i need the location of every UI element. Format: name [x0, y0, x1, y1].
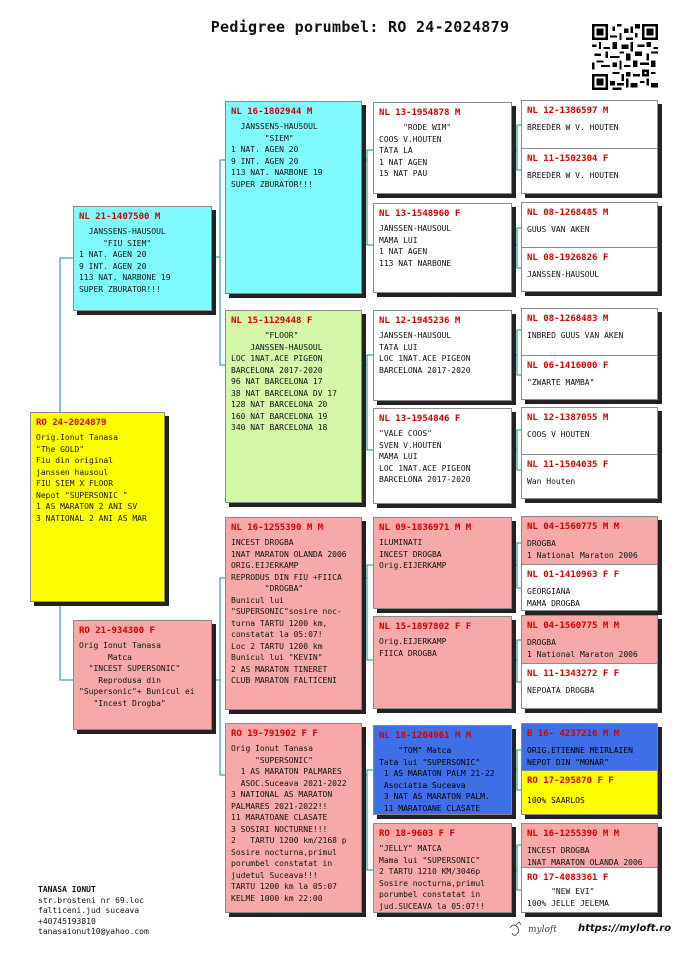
- owner-address-line-1: str.brosteni nr 69.loc: [38, 895, 144, 905]
- grandparent-ring-number: NL 15-1129448 F: [231, 316, 313, 326]
- grandparent-card[interactable]: [225, 723, 362, 913]
- dam-ring-number: RO 21-934300 F: [79, 626, 155, 636]
- sire-description: JANSSENS-HAUSOUL "FIU SIEM" 1 NAT. AGEN 20 9 INT. AGEN 20 113 NAT. NARBONE 19 SUPER ZBURATOR!!!: [79, 227, 171, 294]
- ancestor-ring-number: B 16- 4237216 M M: [527, 729, 620, 739]
- great-grandparent-card[interactable]: [373, 408, 512, 504]
- ancestor-ring-number: NL 01-1410963 F F: [527, 570, 620, 580]
- myloft-logo-icon: [508, 920, 568, 938]
- ancestor-entry[interactable]: [522, 356, 657, 400]
- page-title: Pedigree porumbel: RO 24-2024879: [210, 18, 510, 36]
- great-grandparent-description: JANSSEN-HAUSOUL MAMA LUI 1 NAT AGEN 113 NAT NARBONE: [379, 224, 452, 268]
- great-grandparent-description: ILUMINATI INCEST DROGBA Orig.EIJERKAMP: [379, 538, 447, 570]
- ancestor-entry[interactable]: [522, 771, 657, 815]
- great-grandparent-description: "TOM" Matca Tata lui "SUPERSONIC" 1 AS MARATON PALM 21-22 Asociatia Suceava 3 NAT AS MARATON PALM. 11 MARATOANE CLASATE: [379, 746, 495, 813]
- ancestor-entry[interactable]: [522, 724, 657, 770]
- ancestor-ring-number: NL 12-1386597 M: [527, 106, 609, 116]
- ancestor-description: GEORGIANA MAMA DROGBA: [527, 587, 580, 608]
- great-grandparent-card[interactable]: [373, 310, 512, 401]
- owner-email[interactable]: tanasaionut10@yahoo.com: [38, 927, 149, 936]
- ancestor-pair-box: [521, 308, 658, 400]
- great-grandparent-card[interactable]: [373, 203, 512, 293]
- dam-card[interactable]: [73, 620, 212, 730]
- ancestor-entry[interactable]: [522, 203, 657, 248]
- owner-phone: +40745193810: [38, 916, 96, 926]
- ancestor-ring-number: NL 11-1504035 F: [527, 460, 609, 470]
- grandparent-card[interactable]: [225, 517, 362, 710]
- grandparent-description: JANSSENS-HAUSOUL "SIEM" 1 NAT. AGEN 20 9 INT. AGEN 20 113 NAT. NARBONE 19 SUPER ZBURATOR!!!: [231, 122, 323, 189]
- ancestor-pair-box: [521, 100, 658, 194]
- ancestor-description: INBRED GUUS VAN AKEN: [527, 331, 624, 340]
- ancestor-description: JANSSEN-HAUSOUL: [527, 270, 600, 279]
- ancestor-pair-box: [521, 516, 658, 611]
- qr-code-icon: [592, 24, 658, 90]
- ancestor-description: BREEDER W V. HOUTEN: [527, 171, 619, 180]
- great-grandparent-ring-number: NL 13-1954846 F: [379, 414, 461, 424]
- ancestor-description: BREEDER W V. HOUTEN: [527, 123, 619, 132]
- great-grandparent-ring-number: NL 13-1954878 M: [379, 108, 461, 118]
- owner-contact: [38, 885, 149, 938]
- ancestor-ring-number: NL 12-1387055 M: [527, 413, 609, 423]
- ancestor-pair-box: [521, 407, 658, 499]
- great-grandparent-ring-number: RO 18-9603 F F: [379, 829, 455, 839]
- great-grandparent-ring-number: NL 09-1836971 M M: [379, 523, 472, 533]
- ancestor-ring-number: RO 17-295870 F F: [527, 776, 614, 786]
- great-grandparent-card[interactable]: [373, 616, 512, 709]
- ancestor-entry[interactable]: [522, 149, 657, 194]
- ancestor-ring-number: NL 04-1560775 M M: [527, 621, 620, 631]
- subject-description: Orig.Ionut Tanasa "The GOLD" Fiu din original janssen hausoul FIU SIEM X FLOOR Nepot "SUPERSONIC " 1 AS MARATON 2 ANI SV 3 NATIONAL 2 ANI AS MAR: [36, 433, 147, 523]
- grandparent-card[interactable]: [225, 310, 362, 503]
- ancestor-description: DROGBA 1 National Maraton 2006: [527, 638, 638, 659]
- great-grandparent-description: JANSSEN-HAUSOUL TATA LUI LOC 1NAT.ACE PIGEON BARCELONA 2017-2020: [379, 331, 471, 375]
- logo-text: myloft: [528, 925, 557, 935]
- grandparent-description: Orig Ionut Tanasa "SUPERSONIC" 1 AS MARATON PALMARES ASOC.Suceava 2021-2022 3 NATIONAL AS MARATON PALMARES 2021-2022!! 11 MARATOANE CLASATE 3 SOSIRI NOCTURNE!!! 2 TARTU 1200 km/2168 p Sosire nocturna,primul porumbel constatat in judetul Suceava!!! TARTU 1200 km la 05:07 KELME 1000 km 22:00: [231, 744, 347, 903]
- grandparent-ring-number: NL 16-1802944 M: [231, 107, 313, 117]
- great-grandparent-card[interactable]: [373, 102, 512, 194]
- ancestor-description: GUUS VAN AKEN: [527, 225, 590, 234]
- great-grandparent-ring-number: NL 18-1204961 M M: [379, 731, 472, 741]
- ancestor-ring-number: NL 11-1343272 F F: [527, 669, 620, 679]
- ancestor-ring-number: RO 17-4083361 F: [527, 873, 609, 883]
- grandparent-ring-number: NL 16-1255390 M M: [231, 523, 324, 533]
- ancestor-pair-box: [521, 615, 658, 709]
- ancestor-entry[interactable]: [522, 565, 657, 611]
- ancestor-description: 100% SAARLOS: [527, 796, 585, 805]
- ancestor-ring-number: NL 08-1268483 M: [527, 314, 609, 324]
- ancestor-entry[interactable]: [522, 309, 657, 355]
- ancestor-ring-number: NL 16-1255390 M M: [527, 829, 620, 839]
- dam-description: Orig Ionut Tanasa Matca "INCEST SUPERSONIC" Reprodusa din "Supersonic"+ Bunicul ei "Incest Drogba": [79, 641, 195, 708]
- great-grandparent-card[interactable]: [373, 823, 512, 913]
- grandparent-card[interactable]: [225, 101, 362, 294]
- great-grandparent-card[interactable]: [373, 725, 512, 815]
- ancestor-description: NEPOATA DROGBA: [527, 686, 595, 695]
- ancestor-description: ORIG.ETIENNE MEIRLAIEN NEPOT DIN "MONAR": [527, 746, 633, 767]
- ancestor-description: Wan Houten: [527, 477, 576, 486]
- great-grandparent-card[interactable]: [373, 517, 512, 609]
- ancestor-entry[interactable]: [522, 101, 657, 148]
- ancestor-ring-number: NL 06-1416000 F: [527, 361, 609, 371]
- ancestor-entry[interactable]: [522, 664, 657, 709]
- grandparent-ring-number: RO 19-791902 F F: [231, 729, 318, 739]
- ancestor-description: "ZWARTE MAMBA": [527, 378, 595, 387]
- website-link[interactable]: https://myloft.ro: [578, 923, 672, 934]
- ancestor-pair-box: [521, 823, 658, 913]
- subject-ring-number: RO 24-2024879: [36, 418, 107, 428]
- ancestor-entry[interactable]: [522, 517, 657, 564]
- ancestor-entry[interactable]: [522, 616, 657, 663]
- grandparent-description: "FLOOR" JANSSEN-HAUSOUL LOC 1NAT.ACE PIGEON BARCELONA 2017-2020 96 NAT BARCELONA 17 38 NAT BARCELONA DV 17 128 NAT BARCELONA 20 160 NAT BARCELONA 19 340 NAT BARCELONA 18: [231, 331, 337, 432]
- ancestor-ring-number: NL 04-1560775 M M: [527, 522, 620, 532]
- owner-name: TANASA IONUT: [38, 885, 96, 894]
- owner-address-line-2: falticeni.jud suceava: [38, 906, 140, 915]
- ancestor-entry[interactable]: [522, 824, 657, 867]
- sire-card[interactable]: [73, 206, 212, 311]
- great-grandparent-description: Orig.EIJERKAMP FIICA DROGBA: [379, 637, 447, 658]
- ancestor-entry[interactable]: [522, 248, 657, 292]
- subject-card[interactable]: [30, 412, 165, 602]
- great-grandparent-description: "RODE WIM" COOS V.HOUTEN TATA LA 1 NAT AGEN 15 NAT PAU: [379, 123, 452, 178]
- ancestor-entry[interactable]: [522, 408, 657, 454]
- grandparent-description: INCEST DROGBA 1NAT MARATON OLANDA 2006 ORIG.EIJERKAMP REPRODUS DIN FIU +FIICA "DROGBA" Bunicul lui "SUPERSONIC"sosire noc- turna TARTU 1200 km, constatat la 05:07! Loc 2 TARTU 1200 km Bunicul lui "KEVIN" 2 AS MARATON TINERET CLUB MARATON FALTICENI: [231, 538, 347, 685]
- ancestor-description: "NEW EVI" 100% JELLE JELEMA: [527, 887, 609, 908]
- sire-ring-number: NL 21-1407500 M: [79, 212, 161, 222]
- great-grandparent-ring-number: NL 13-1548960 F: [379, 209, 461, 219]
- ancestor-pair-box: [521, 202, 658, 292]
- ancestor-ring-number: NL 08-1926826 F: [527, 253, 609, 263]
- ancestor-ring-number: NL 11-1502304 F: [527, 154, 609, 164]
- great-grandparent-ring-number: NL 12-1945236 M: [379, 316, 461, 326]
- ancestor-description: DROGBA 1 National Maraton 2006: [527, 539, 638, 560]
- ancestor-pair-box: [521, 723, 658, 815]
- great-grandparent-description: "VALE COOS" SVEN V.HOUTEN MAMA LUI LOC 1NAT.ACE PIGEON BARCELONA 2017-2020: [379, 429, 471, 484]
- ancestor-entry[interactable]: [522, 455, 657, 499]
- great-grandparent-ring-number: NL 15-1897802 F F: [379, 622, 472, 632]
- ancestor-ring-number: NL 08-1268485 M: [527, 208, 609, 218]
- ancestor-entry[interactable]: [522, 868, 657, 913]
- ancestor-description: INCEST DROGBA 1NAT MARATON OLANDA 2006: [527, 846, 643, 867]
- great-grandparent-description: "JELLY" MATCA Mama lui "SUPERSONIC" 2 TARTU 1210 KM/3046p Sosire nocturna,primul porumbel constatat in jud.SUCEAVA la 05:07!!: [379, 844, 485, 911]
- ancestor-description: COOS V HOUTEN: [527, 430, 590, 439]
